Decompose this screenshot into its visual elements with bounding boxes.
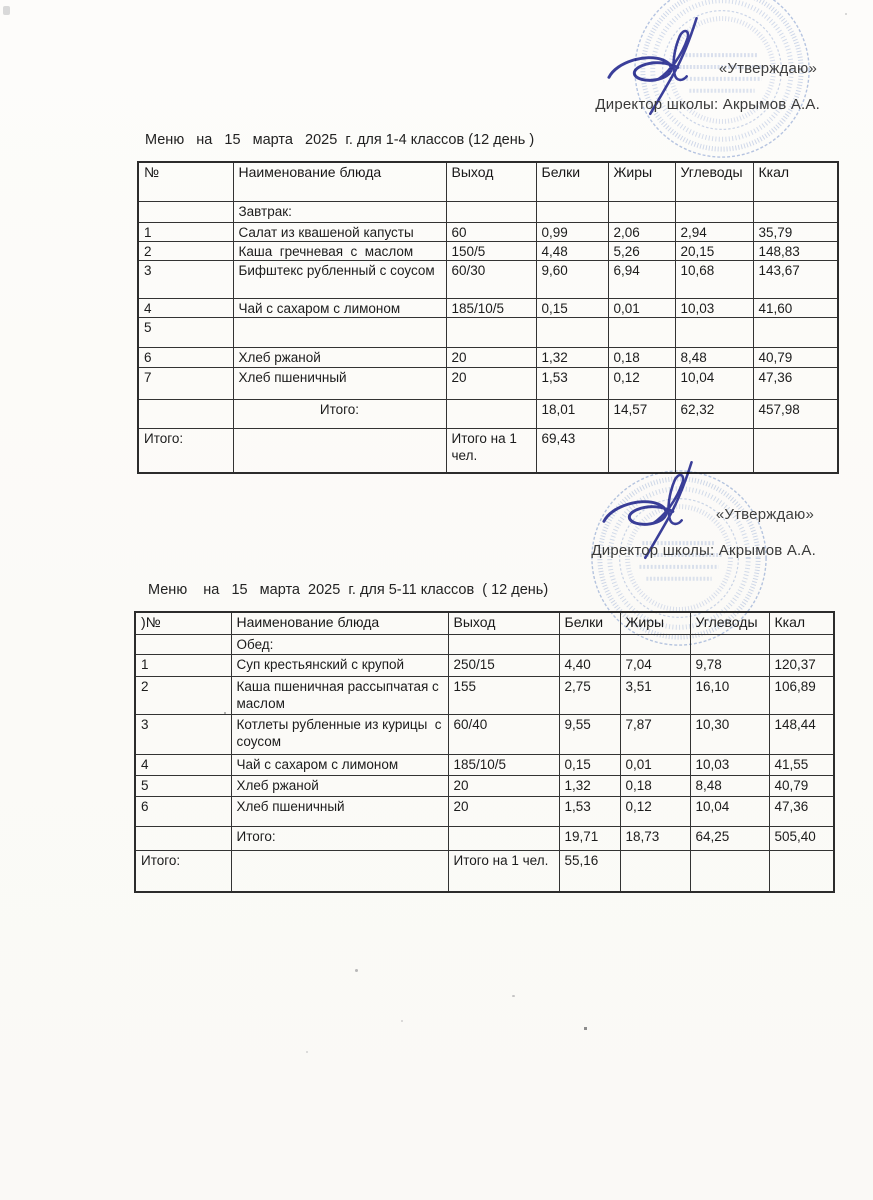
table-row: 5 Хлеб ржаной 20 1,32 0,18 8,48 40,79: [135, 775, 834, 796]
per-person-sublabel: Итого на 1 чел.: [448, 850, 559, 892]
scan-artifact: [512, 995, 515, 997]
col-header-dish: Наименование блюда: [233, 162, 446, 201]
scan-artifact: [355, 969, 358, 972]
per-person-label: Итого:: [135, 850, 231, 892]
scan-artifact: [3, 6, 10, 15]
scan-artifact: [306, 1051, 308, 1053]
col-header-fat: Жиры: [608, 162, 675, 201]
table-row: 6 Хлеб пшеничный 20 1,53 0,12 10,04 47,36: [135, 796, 834, 826]
col-header-kcal: Ккал: [769, 612, 834, 634]
meal-label-row: [135, 634, 834, 654]
menu-title-grades-5-11: Меню на 15 марта 2025 г. для 5-11 классов ( 12 день): [148, 582, 549, 598]
table-row: 6 Хлеб ржаной 20 1,32 0,18 8,48 40,79: [138, 348, 838, 367]
table-row: 2 Каша гречневая с маслом 150/5 4,48 5,26 20,15 148,83: [138, 241, 838, 260]
col-header-num: )№: [135, 612, 231, 634]
per-person-sublabel: Итого на 1 чел.: [446, 428, 536, 473]
table-header-row: [135, 612, 834, 634]
table-row: 1 Суп крестьянский с крупой 250/15 4,40 7,04 9,78 120,37: [135, 654, 834, 676]
col-header-kcal: Ккал: [753, 162, 838, 201]
table-row: 4 Чай с сахаром с лимоном 185/10/5 0,15 0,01 10,03 41,60: [138, 299, 838, 318]
approval-quote: «Утверждаю»: [718, 60, 817, 77]
totals-row: Итого: 18,01 14,57 62,32 457,98: [138, 399, 838, 428]
table-row: 3 Котлеты рубленные из курицы с соусом 60/40 9,55 7,87 10,30 148,44: [135, 714, 834, 754]
meal-label: Завтрак:: [233, 201, 446, 222]
meal-label-row: [138, 201, 838, 222]
table-row: 7 Хлеб пшеничный 20 1,53 0,12 10,04 47,36: [138, 367, 838, 399]
per-person-row: [135, 850, 834, 892]
director-line: Директор школы: Акрымов А.А.: [595, 96, 820, 113]
totals-label: Итого:: [231, 826, 448, 850]
col-header-dish: Наименование блюда: [231, 612, 448, 634]
approval-quote: «Утверждаю»: [715, 506, 814, 523]
menu-table-grades-1-4: [137, 161, 839, 474]
table-row: 3 Бифштекс рубленный с соусом 60/30 9,60 6,94 10,68 143,67: [138, 261, 838, 299]
table-header-row: [138, 162, 838, 201]
menu-table-grades-5-11: [134, 611, 835, 893]
col-header-protein: Белки: [559, 612, 620, 634]
col-header-fat: Жиры: [620, 612, 690, 634]
scan-artifact: [401, 1020, 403, 1022]
table-row: 2 Каша пшеничная рассыпчатая с маслом 155 2,75 3,51 16,10 106,89: [135, 676, 834, 714]
table-row: 1 Салат из квашеной капусты 60 0,99 2,06 2,94 35,79: [138, 222, 838, 241]
per-person-value: 55,16: [559, 850, 620, 892]
col-header-num: №: [138, 162, 233, 201]
scan-artifact: [584, 1027, 587, 1030]
col-header-carbs: Углеводы: [675, 162, 753, 201]
meal-label: Обед:: [231, 634, 448, 654]
director-line: Директор школы: Акрымов А.А.: [591, 542, 816, 559]
scan-artifact: [845, 13, 847, 15]
totals-row: Итого: 19,71 18,73 64,25 505,40: [135, 826, 834, 850]
col-header-out: Выход: [446, 162, 536, 201]
col-header-out: Выход: [448, 612, 559, 634]
col-header-carbs: Углеводы: [690, 612, 769, 634]
per-person-label: Итого:: [138, 428, 233, 473]
menu-title-grades-1-4: Меню на 15 марта 2025 г. для 1-4 классов (12 день ): [145, 132, 535, 148]
table-row: 4 Чай с сахаром с лимоном 185/10/5 0,15 0,01 10,03 41,55: [135, 754, 834, 775]
table-row: 5: [138, 318, 838, 348]
per-person-value: 69,43: [536, 428, 608, 473]
totals-label: Итого:: [233, 399, 446, 428]
col-header-protein: Белки: [536, 162, 608, 201]
scan-artifact: [224, 712, 226, 714]
